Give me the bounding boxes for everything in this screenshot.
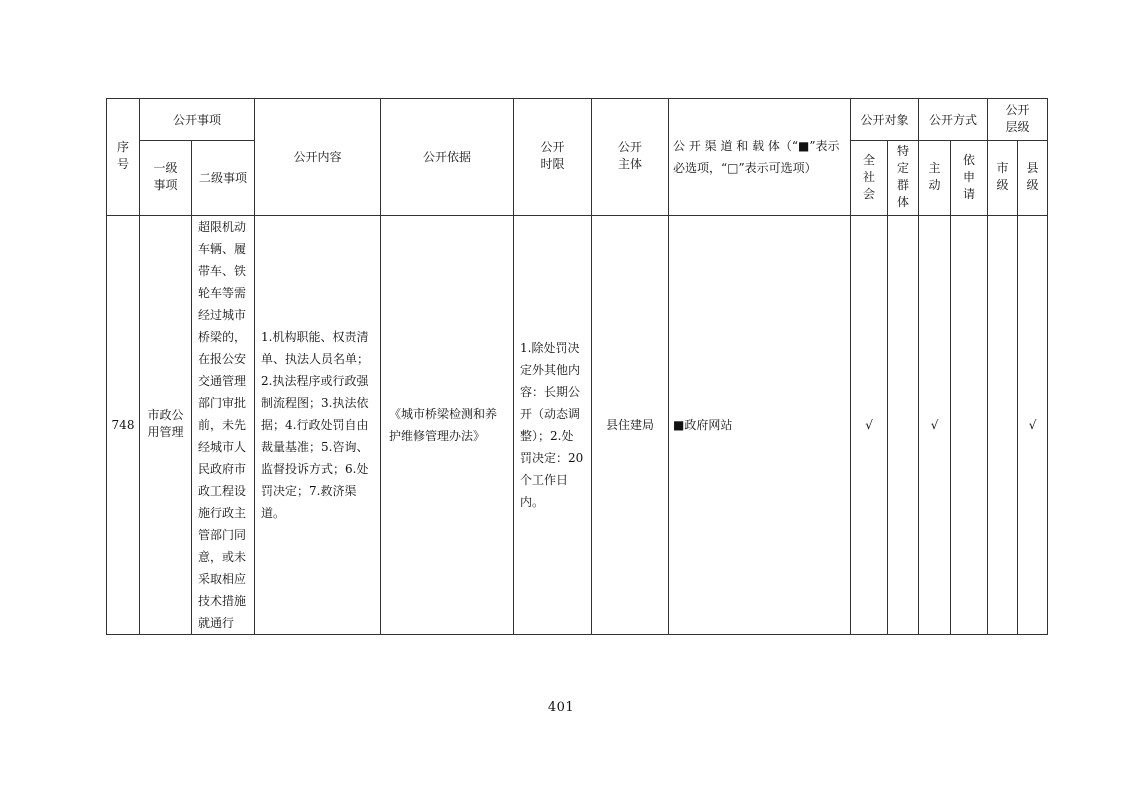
header-items-group: 公开事项 [140,99,255,141]
header-level1: 一级事项 [140,141,192,216]
cell-content: 1.机构职能、权责清单、执法人员名单；2.执法程序或行政强制流程图；3.执法依据；4.行政处罚自由裁量基准；5.咨询、监督投诉方式；6.处罚决定；7.救济渠道。 [255,216,381,635]
header-level-county: 县级 [1018,141,1048,216]
header-time-limit: 公开时限 [514,99,592,216]
header-content: 公开内容 [255,99,381,216]
cell-level2: 超限机动车辆、履带车、铁轮车等需经过城市桥梁的，在报公安交通管理部门审批前，未先经城市人民政府市政工程设施行政主管部门同意，或未采取相应技术措施就通行 [192,216,255,635]
cell-channel: ■政府网站 [669,216,851,635]
header-basis: 公开依据 [381,99,514,216]
header-level2: 二级事项 [192,141,255,216]
header-method-active: 主动 [919,141,951,216]
header-channel: 公 开 渠 道 和 载 体（“■”表示必选项，“□”表示可选项） [669,99,851,216]
cell-level-city [988,216,1018,635]
cell-seq: 748 [107,216,140,635]
header-level-city: 市级 [988,141,1018,216]
cell-level-county: √ [1018,216,1048,635]
cell-method-active: √ [919,216,951,635]
header-method-request: 依申请 [951,141,988,216]
header-audience-specific: 特定群体 [888,141,919,216]
header-subject: 公开主体 [592,99,669,216]
cell-basis: 《城市桥梁检测和养护维修管理办法》 [381,216,514,635]
cell-audience-specific [888,216,919,635]
page-number: 401 [547,700,575,715]
cell-method-request [951,216,988,635]
cell-subject: 县住建局 [592,216,669,635]
table-row [107,216,1048,635]
header-level-group: 公开层级 [988,99,1048,141]
cell-time-limit: 1.除处罚决定外其他内容：长期公开（动态调整）；2.处罚决定：20个工作日内。 [514,216,592,635]
cell-audience-all: √ [851,216,888,635]
disclosure-table [106,98,1048,635]
cell-level1: 市政公用管理 [140,216,192,635]
header-audience-group: 公开对象 [851,99,919,141]
header-audience-all: 全社会 [851,141,888,216]
header-method-group: 公开方式 [919,99,988,141]
header-seq: 序号 [107,99,140,216]
